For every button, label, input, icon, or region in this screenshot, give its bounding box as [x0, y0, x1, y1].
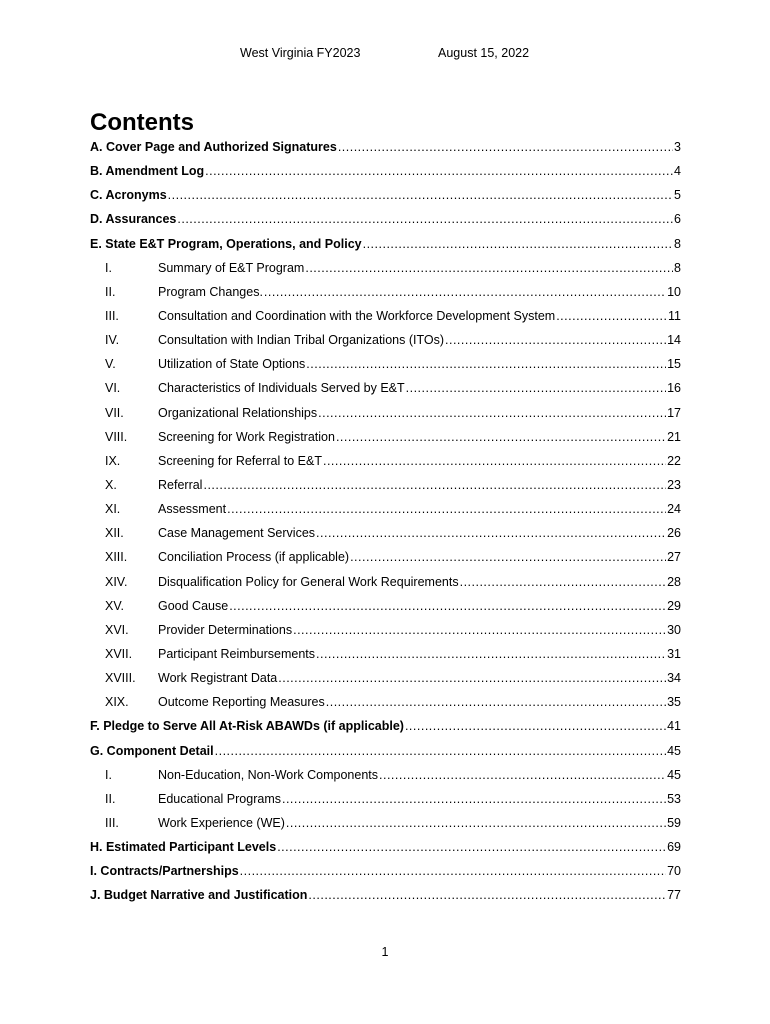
toc-subsection-entry[interactable] [90, 401, 681, 425]
toc-entry-page: 45 [667, 767, 681, 782]
toc-subsection-entry[interactable] [90, 811, 681, 835]
toc-subsection-entry[interactable] [90, 328, 681, 352]
toc-entry-label: Non-Education, Non-Work Components [158, 767, 379, 782]
toc-entry-page: 31 [667, 646, 681, 661]
header-date: August 15, 2022 [438, 46, 530, 60]
toc-entry-label: Referral [158, 477, 203, 492]
table-of-contents [90, 135, 681, 908]
toc-entry-page: 21 [667, 429, 681, 444]
toc-dot-leader [264, 280, 666, 304]
toc-section-entry[interactable] [90, 883, 681, 907]
toc-entry-label: Screening for Referral to E&T [158, 453, 322, 468]
toc-entry-page: 35 [667, 695, 681, 710]
toc-dot-leader [460, 570, 667, 594]
toc-entry-number: II. [105, 284, 116, 299]
toc-entry-label: H. Estimated Participant Levels [90, 840, 277, 855]
toc-entry-number: III. [105, 308, 119, 323]
toc-entry-number: XVI. [105, 622, 129, 637]
toc-entry-number: III. [105, 815, 119, 830]
toc-subsection-entry[interactable] [90, 570, 681, 594]
toc-dot-leader [205, 159, 673, 183]
toc-section-entry[interactable] [90, 859, 681, 883]
toc-entry-page: 26 [667, 526, 681, 541]
toc-entry-number: XVIII. [105, 671, 136, 686]
toc-entry-label: Summary of E&T Program [158, 260, 305, 275]
toc-entry-label: J. Budget Narrative and Justification [90, 888, 308, 903]
toc-dot-leader [240, 859, 666, 883]
toc-entry-label: Work Experience (WE) [158, 815, 285, 830]
toc-subsection-entry[interactable] [90, 280, 681, 304]
toc-entry-page: 6 [674, 212, 681, 227]
toc-dot-leader [215, 739, 666, 763]
toc-entry-number: XII. [105, 526, 124, 541]
toc-dot-leader [556, 304, 667, 328]
toc-entry-page: 17 [667, 405, 681, 420]
toc-entry-page: 53 [667, 791, 681, 806]
toc-subsection-entry[interactable] [90, 666, 681, 690]
header-state-fiscal-year: West Virginia FY2023 [240, 46, 361, 60]
toc-subsection-entry[interactable] [90, 449, 681, 473]
toc-dot-leader [293, 618, 666, 642]
toc-entry-label: Participant Reimbursements [158, 646, 316, 661]
toc-entry-label: D. Assurances [90, 212, 177, 227]
toc-entry-label: A. Cover Page and Authorized Signatures [90, 140, 337, 154]
toc-subsection-entry[interactable] [90, 787, 681, 811]
toc-entry-label: Utilization of State Options [158, 357, 306, 372]
toc-subsection-entry[interactable] [90, 473, 681, 497]
toc-entry-label: Good Cause [158, 598, 229, 613]
toc-dot-leader [363, 232, 673, 256]
toc-entry-label: I. Contracts/Partnerships [90, 864, 239, 879]
toc-dot-leader [326, 690, 666, 714]
toc-entry-label: Work Registrant Data [158, 671, 278, 686]
toc-subsection-entry[interactable] [90, 497, 681, 521]
toc-dot-leader [316, 521, 666, 545]
toc-entry-label: Case Management Services [158, 526, 316, 541]
toc-entry-label: B. Amendment Log [90, 164, 205, 179]
toc-section-entry[interactable] [90, 739, 681, 763]
toc-entry-page: 23 [667, 477, 681, 492]
toc-entry-number: XI. [105, 502, 121, 517]
toc-section-entry[interactable] [90, 232, 681, 256]
toc-dot-leader [379, 763, 666, 787]
toc-dot-leader [203, 473, 666, 497]
toc-entry-page: 15 [667, 357, 681, 372]
toc-entry-label: Disqualification Policy for General Work Requirements [158, 574, 459, 589]
toc-entry-number: X. [105, 477, 117, 492]
toc-subsection-entry[interactable] [90, 618, 681, 642]
toc-section-entry[interactable] [90, 159, 681, 183]
toc-dot-leader [306, 352, 666, 376]
toc-entry-number: I. [105, 260, 112, 275]
toc-subsection-entry[interactable] [90, 304, 681, 328]
toc-dot-leader [227, 497, 666, 521]
toc-entry-page: 27 [667, 550, 681, 565]
toc-dot-leader [318, 401, 666, 425]
toc-entry-page: 30 [667, 622, 681, 637]
toc-dot-leader [336, 425, 666, 449]
toc-entry-page: 5 [674, 188, 681, 203]
toc-dot-leader [282, 787, 666, 811]
toc-subsection-entry[interactable] [90, 352, 681, 376]
toc-dot-leader [286, 811, 666, 835]
toc-section-entry[interactable] [90, 183, 681, 207]
toc-subsection-entry[interactable] [90, 256, 681, 280]
toc-entry-page: 24 [667, 502, 681, 517]
toc-entry-number: XIX. [105, 695, 129, 710]
toc-subsection-entry[interactable] [90, 376, 681, 400]
toc-entry-page: 14 [667, 333, 681, 348]
page-number: 1 [381, 945, 389, 959]
toc-dot-leader [445, 328, 666, 352]
toc-entry-label: Assessment [158, 502, 227, 517]
toc-entry-page: 4 [674, 164, 681, 179]
toc-entry-page: 41 [667, 719, 681, 734]
toc-entry-page: 45 [667, 743, 681, 758]
toc-dot-leader [278, 666, 666, 690]
toc-entry-page: 22 [667, 453, 681, 468]
toc-dot-leader [406, 376, 666, 400]
toc-entry-label: Provider Determinations [158, 622, 293, 637]
toc-entry-label: Characteristics of Individuals Served by E&T [158, 381, 405, 396]
toc-entry-label: Outcome Reporting Measures [158, 695, 325, 710]
toc-entry-label: Consultation and Coordination with the Workforce Development System [158, 308, 556, 323]
toc-entry-page: 8 [674, 236, 681, 251]
toc-entry-label: Screening for Work Registration [158, 429, 335, 444]
toc-entry-number: IX. [105, 453, 121, 468]
toc-entry-number: XIII. [105, 550, 128, 565]
toc-entry-page: 77 [667, 888, 681, 903]
toc-entry-page: 29 [667, 598, 681, 613]
toc-dot-leader [277, 835, 666, 859]
toc-entry-page: 8 [674, 260, 681, 275]
toc-subsection-entry[interactable] [90, 690, 681, 714]
toc-subsection-entry[interactable] [90, 545, 681, 569]
toc-dot-leader [177, 207, 673, 231]
page-header [0, 46, 770, 62]
toc-dot-leader [305, 256, 673, 280]
toc-entry-label: E. State E&T Program, Operations, and Policy [90, 236, 362, 251]
toc-entry-number: XVII. [105, 646, 133, 661]
toc-section-entry[interactable] [90, 714, 681, 738]
toc-entry-page: 3 [674, 140, 681, 154]
toc-entry-number: V. [105, 357, 116, 372]
toc-entry-number: I. [105, 767, 112, 782]
toc-dot-leader [308, 883, 666, 907]
toc-entry-number: VI. [105, 381, 121, 396]
toc-entry-label: C. Acronyms [90, 188, 167, 203]
toc-entry-number: IV. [105, 333, 120, 348]
toc-entry-number: II. [105, 791, 116, 806]
toc-entry-label: Organizational Relationships [158, 405, 318, 420]
toc-dot-leader [338, 135, 673, 159]
toc-entry-number: VIII. [105, 429, 128, 444]
toc-entry-label: Consultation with Indian Tribal Organizations (ITOs) [158, 333, 445, 348]
toc-entry-number: VII. [105, 405, 124, 420]
toc-entry-page: 59 [667, 815, 681, 830]
toc-section-entry[interactable] [90, 207, 681, 231]
toc-subsection-entry[interactable] [90, 594, 681, 618]
toc-dot-leader [323, 449, 666, 473]
toc-subsection-entry[interactable] [90, 521, 681, 545]
toc-dot-leader [229, 594, 666, 618]
toc-entry-label: Educational Programs [158, 791, 281, 806]
toc-dot-leader [316, 642, 666, 666]
toc-entry-label: Conciliation Process (if applicable) [158, 550, 350, 565]
toc-entry-page: 11 [668, 308, 681, 323]
toc-entry-page: 28 [667, 574, 681, 589]
toc-entry-page: 70 [667, 864, 681, 879]
toc-section-entry[interactable] [90, 835, 681, 859]
toc-dot-leader [168, 183, 673, 207]
toc-dot-leader [350, 545, 666, 569]
toc-dot-leader [405, 714, 666, 738]
toc-entry-number: XIV. [105, 574, 128, 589]
toc-entry-number: XV. [105, 598, 125, 613]
toc-section-entry[interactable] [90, 135, 681, 159]
toc-subsection-entry[interactable] [90, 425, 681, 449]
toc-entry-label: F. Pledge to Serve All At-Risk ABAWDs (if applicable) [90, 719, 404, 734]
toc-entry-page: 34 [667, 671, 681, 686]
toc-entry-label: Program Changes. [158, 284, 263, 299]
toc-entry-page: 10 [667, 284, 681, 299]
contents-title: Contents [90, 109, 194, 136]
toc-subsection-entry[interactable] [90, 642, 681, 666]
toc-entry-page: 16 [667, 381, 681, 396]
toc-subsection-entry[interactable] [90, 763, 681, 787]
toc-entry-page: 69 [667, 840, 681, 855]
toc-entry-label: G. Component Detail [90, 743, 214, 758]
